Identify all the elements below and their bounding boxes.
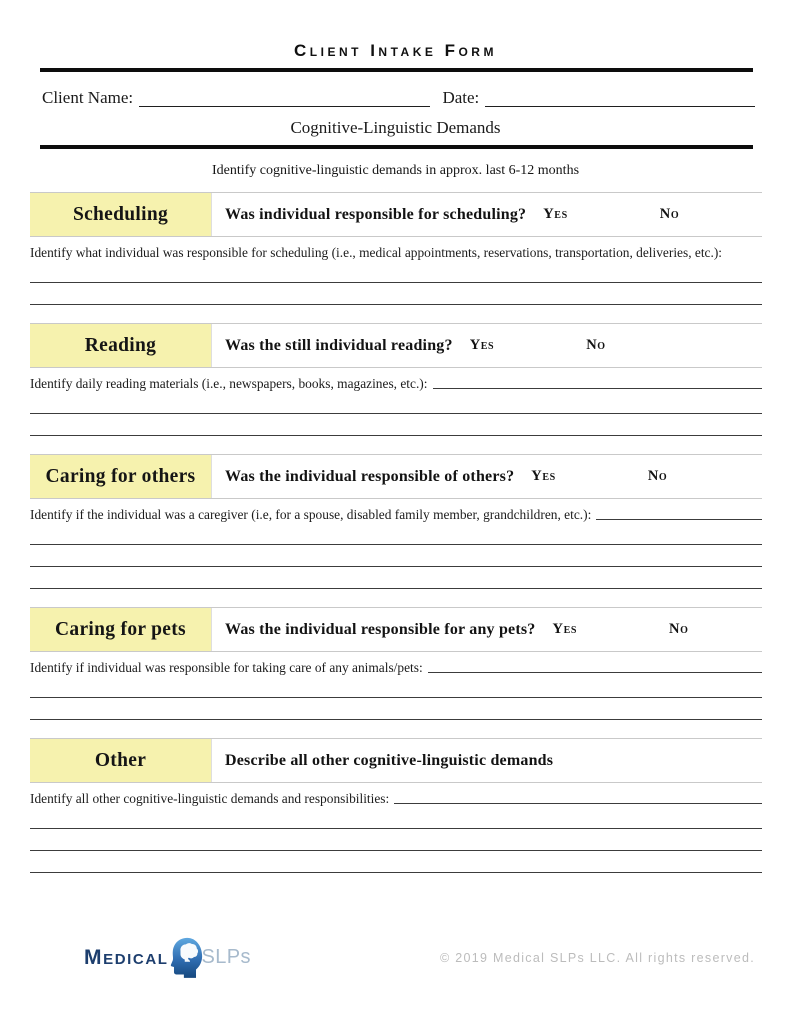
section-title-scheduling: Scheduling: [30, 193, 212, 236]
answer-line[interactable]: [30, 807, 762, 829]
answer-line[interactable]: [30, 261, 762, 283]
answer-line-inline[interactable]: [433, 377, 763, 389]
answer-line-inline[interactable]: [596, 508, 762, 520]
client-name-label: Client Name:: [42, 88, 134, 107]
yes-option[interactable]: Yes: [531, 468, 556, 484]
answer-line[interactable]: [30, 545, 762, 567]
question-text: Describe all other cognitive-linguistic demands: [225, 751, 554, 769]
section-header: [30, 738, 762, 783]
answer-line[interactable]: [30, 851, 762, 873]
answer-line[interactable]: [30, 676, 762, 698]
question-text: Was the still individual reading?: [225, 336, 453, 354]
prompt-text: [30, 791, 762, 807]
answer-line[interactable]: [30, 829, 762, 851]
form-sections: [30, 192, 762, 873]
top-rule: [40, 68, 753, 72]
prompt-label: Identify if the individual was a caregiver (i.e, for a spouse, disabled family member, grandchildren, etc.):: [30, 507, 592, 522]
date-label: Date:: [442, 88, 480, 107]
prompt-text: [30, 376, 762, 392]
prompt-text: [30, 245, 762, 261]
yes-option[interactable]: Yes: [543, 206, 568, 222]
answer-line-inline[interactable]: [394, 792, 762, 804]
yes-option[interactable]: Yes: [552, 621, 578, 637]
section-header: [30, 607, 762, 652]
copyright-text: © 2019 Medical SLPs LLC. All rights reserved.: [439, 950, 755, 965]
no-option[interactable]: No: [659, 206, 680, 222]
section-caring-for-others: [30, 454, 762, 589]
section-header: [30, 454, 762, 499]
head-brain-icon: [170, 937, 203, 978]
section-title-caring-for-others: Caring for others: [30, 455, 212, 498]
no-option[interactable]: No: [647, 468, 668, 484]
date-field[interactable]: [485, 87, 755, 107]
medical-slps-logo: [84, 937, 251, 978]
answer-line[interactable]: [30, 283, 762, 305]
section-question-row: [212, 324, 606, 367]
no-option[interactable]: No: [586, 337, 606, 353]
section-title-other: Other: [30, 739, 212, 782]
prompt-label: Identify if individual was responsible for taking care of any animals/pets:: [30, 660, 423, 675]
section-reading: [30, 323, 762, 436]
prompt-label: Identify what individual was responsible for scheduling (i.e., medical appointments, reservations, transportation, deliveries, etc.):: [30, 245, 723, 260]
answer-line-inline[interactable]: [428, 661, 762, 673]
logo-text-medical: Medical: [84, 945, 169, 969]
yes-option[interactable]: Yes: [469, 337, 495, 353]
subtitle-rule: [40, 145, 753, 149]
answer-line[interactable]: [30, 698, 762, 720]
section-header: [30, 323, 762, 368]
page-footer: [0, 937, 791, 978]
section-question-row: [212, 193, 679, 236]
no-option[interactable]: No: [669, 621, 689, 637]
instruction-text: Identify cognitive-linguistic demands in approx. last 6-12 months: [211, 163, 580, 178]
answer-line[interactable]: [30, 414, 762, 436]
prompt-label: Identify daily reading materials (i.e., newspapers, books, magazines, etc.):: [30, 376, 428, 391]
prompt-text: [30, 507, 762, 523]
client-name-field[interactable]: [139, 87, 430, 107]
form-title: Client Intake Form: [294, 41, 497, 60]
section-question-row: [212, 739, 553, 782]
section-scheduling: [30, 192, 762, 305]
prompt-text: [30, 660, 762, 676]
section-other: [30, 738, 762, 873]
answer-line[interactable]: [30, 523, 762, 545]
answer-line[interactable]: [30, 567, 762, 589]
question-text: Was individual responsible for scheduling?: [225, 205, 527, 223]
answer-line[interactable]: [30, 392, 762, 414]
section-caring-for-pets: [30, 607, 762, 720]
section-title-caring-for-pets: Caring for pets: [30, 608, 212, 651]
section-subtitle: Cognitive-Linguistic Demands: [290, 118, 501, 137]
logo-text-slps: SLPs: [201, 946, 251, 968]
client-info-row: [42, 87, 755, 108]
section-question-row: [212, 455, 667, 498]
question-text: Was the individual responsible for any pets?: [225, 620, 536, 638]
section-title-reading: Reading: [30, 324, 212, 367]
section-header: [30, 192, 762, 237]
prompt-label: Identify all other cognitive-linguistic demands and responsibilities:: [30, 791, 390, 806]
question-text: Was the individual responsible of others?: [225, 467, 515, 485]
section-question-row: [212, 608, 688, 651]
